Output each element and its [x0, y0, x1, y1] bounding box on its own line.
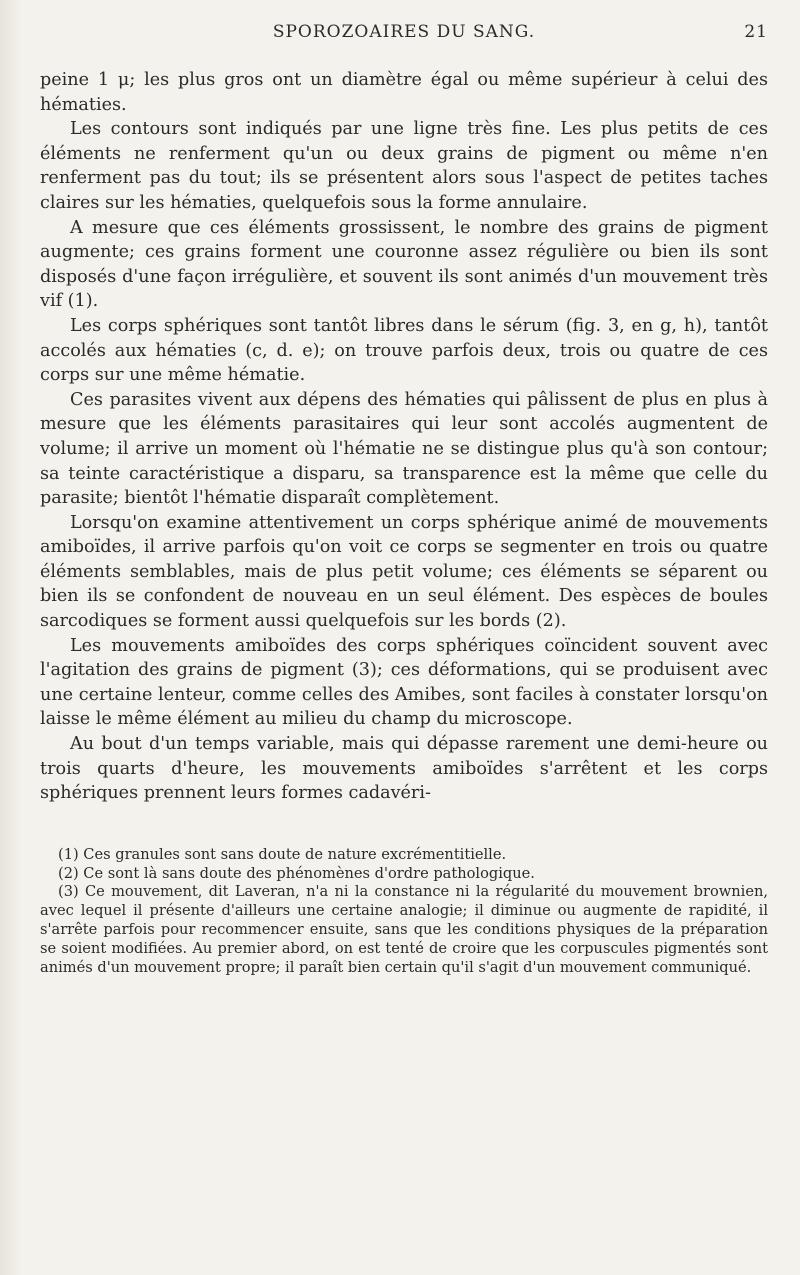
- paragraph: Au bout d'un temps variable, mais qui dépasse rarement une demi-heure ou trois quarts d'heure, les mouvements amiboïdes s'arrêtent et les corps sphériques prennent leurs formes cadavéri-: [40, 734, 768, 804]
- running-head: [40, 22, 768, 56]
- paragraph: Les contours sont indiqués par une ligne très fine. Les plus petits de ces éléments ne renferment qu'un ou deux grains de pigment ou même n'en renferment pas du tout; ils se présentent alors sous l'aspect de petites taches claires sur les hématies, quelquefois sous la forme annulaire.: [40, 119, 768, 213]
- body-text: [40, 68, 768, 806]
- paragraph: Les corps sphériques sont tantôt libres dans le sérum (fig. 3, en g, h), tantôt accolés aux hématies (c, d. e); on trouve parfois deux, trois ou quatre de ces corps sur une même hématie.: [40, 315, 768, 386]
- running-title: SPOROZOAIRES DU SANG.: [272, 22, 536, 42]
- footnote: (3) Ce mouvement, dit Laveran, n'a ni la constance ni la régularité du mouvement brownien, avec lequel il présente d'ailleurs une certaine analogie; il diminue ou augmente de rapidité, il s'arrête parfois pour recommencer ensuite, sans que les conditions physiques de la préparation se soient modifiées. Au premier abord, on est tenté de croire que les corpuscules pigmentés sont animés d'un mouvement propre; il paraît bien certain qu'il s'agit d'un mouvement communiqué.: [40, 883, 768, 976]
- page-binding-edge: [0, 0, 22, 1275]
- paragraph: Les mouvements amiboïdes des corps sphériques coïncident souvent avec l'agitation des grains de pigment (3); ces déformations, qui se produisent avec une certaine lenteur, comme celles des Amibes, sont faciles à constater lorsqu'on laisse le même élément au milieu du champ du microscope.: [40, 635, 768, 730]
- footnotes: [40, 846, 768, 978]
- footnote: (1) Ces granules sont sans doute de nature excrémentitielle.: [58, 845, 507, 863]
- paragraph: peine 1 μ; les plus gros ont un diamètre égal ou même supérieur à celui des hématies.: [40, 70, 768, 115]
- book-page: [40, 22, 768, 977]
- page-number: 21: [744, 22, 768, 42]
- footnote: (2) Ce sont là sans doute des phénomènes d'ordre pathologique.: [58, 864, 535, 882]
- paragraph: A mesure que ces éléments grossissent, le nombre des grains de pigment augmente; ces grains forment une couronne assez régulière ou bien ils sont disposés d'une façon irrégulière, et souvent ils sont animés d'un mouvement très vif (1).: [40, 217, 768, 312]
- paragraph: Lorsqu'on examine attentivement un corps sphérique animé de mouvements amiboïdes, il arrive parfois qu'on voit ce corps se segmenter en trois ou quatre éléments semblables, mais de plus petit volume; ces éléments se séparent ou bien ils se confondent de nouveau en un seul élément. Des espèces de boules sarcodiques se forment aussi quelquefois sur les bords (2).: [40, 512, 768, 632]
- paragraph: Ces parasites vivent aux dépens des hématies qui pâlissent de plus en plus à mesure que les éléments parasitaires qui leur sont accolés augmentent de volume; il arrive un moment où l'hématie ne se distingue plus qu'à son contour; sa teinte caractéristique a disparu, sa transparence est la même que celle du parasite; bientôt l'hématie disparaît complètement.: [40, 389, 768, 509]
